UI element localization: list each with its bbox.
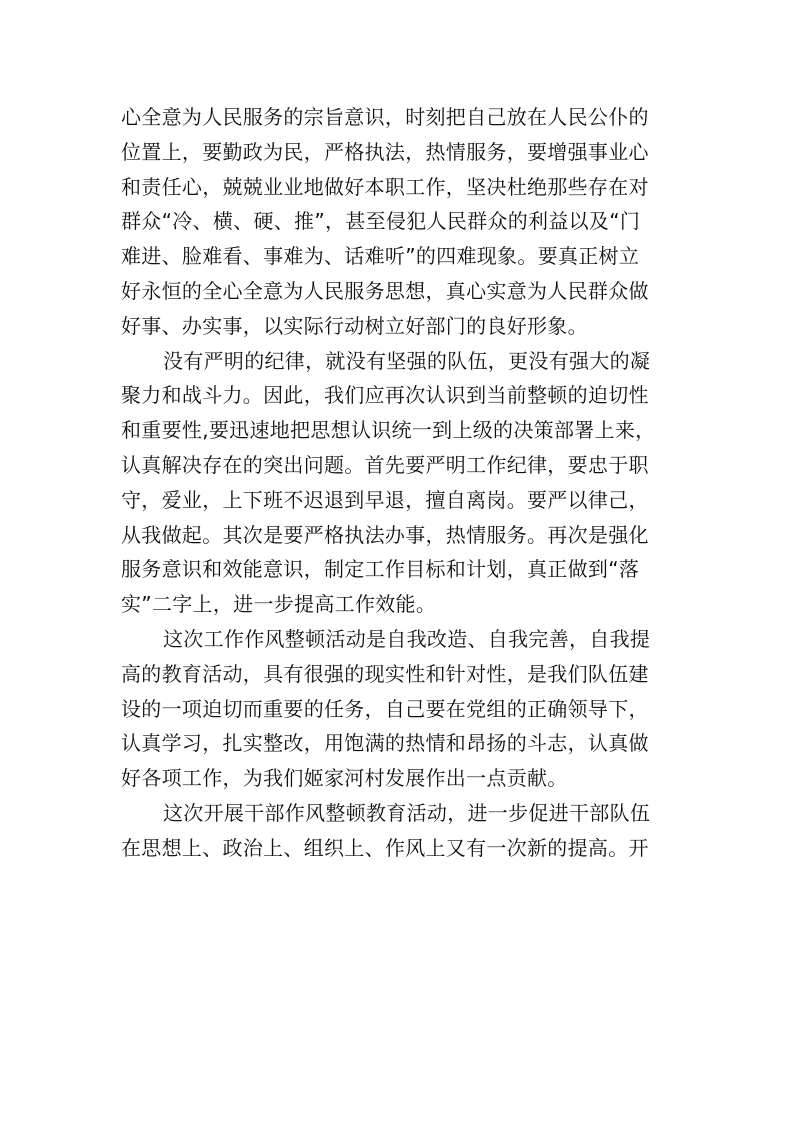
text-line: 在思想上、政治上、组织上、作风上又有一次新的提高。开 <box>121 835 649 860</box>
paragraph-3 <box>121 622 674 796</box>
text-line: 设的一项迫切而重要的任务，自己要在党组的正确领导下， <box>121 696 649 721</box>
text-line: 高的教育活动，具有很强的现实性和针对性，是我们队伍建 <box>121 661 649 686</box>
paragraph-1 <box>121 100 674 344</box>
text-line: 群众“冷、横、硬、推”，甚至侵犯人民群众的利益以及“门 <box>121 209 641 234</box>
document-body <box>121 100 674 866</box>
text-line: 没有严明的纪律，就没有坚强的队伍，更没有强大的凝 <box>163 348 651 373</box>
text-line: 认真学习，扎实整改，用饱满的热情和昂扬的斗志，认真做 <box>121 731 649 756</box>
paragraph-4 <box>121 796 674 866</box>
text-line: 位置上，要勤政为民，严格执法，热情服务，要增强事业心 <box>121 139 649 164</box>
text-line: 这次开展干部作风整顿教育活动，进一步促进干部队伍 <box>163 800 651 825</box>
text-line: 认真解决存在的突出问题。首先要严明工作纪律，要忠于职 <box>121 452 649 477</box>
text-line: 和责任心，兢兢业业地做好本职工作，坚决杜绝那些存在对 <box>121 174 649 199</box>
paragraph-2 <box>121 344 674 622</box>
text-line: 好永恒的全心全意为人民服务思想，真心实意为人民群众做 <box>121 278 649 303</box>
text-line: 从我做起。其次是要严格执法办事，热情服务。再次是强化 <box>121 522 649 547</box>
text-line: 心全意为人民服务的宗旨意识，时刻把自己放在人民公仆的 <box>121 105 649 129</box>
text-line: 聚力和战斗力。因此，我们应再次认识到当前整顿的迫切性 <box>121 383 649 408</box>
text-line: 守，爱业，上下班不迟退到早退，擅自离岗。要严以律己， <box>121 487 649 512</box>
text-line: 服务意识和效能意识，制定工作目标和计划，真正做到“落 <box>121 557 640 582</box>
text-line: 和重要性,要迅速地把思想认识统一到上级的决策部署上来， <box>121 418 656 443</box>
text-line: 这次工作作风整顿活动是自我改造、自我完善，自我提 <box>163 626 651 651</box>
text-line: 实”二字上，进一步提高工作效能。 <box>121 592 437 617</box>
text-line: 好事、办实事，以实际行动树立好部门的良好形象。 <box>121 313 588 338</box>
text-line: 好各项工作，为我们姬家河村发展作出一点贡献。 <box>121 766 568 791</box>
text-line: 难进、脸难看、事难为、话难听”的四难现象。要真正树立 <box>121 244 640 269</box>
